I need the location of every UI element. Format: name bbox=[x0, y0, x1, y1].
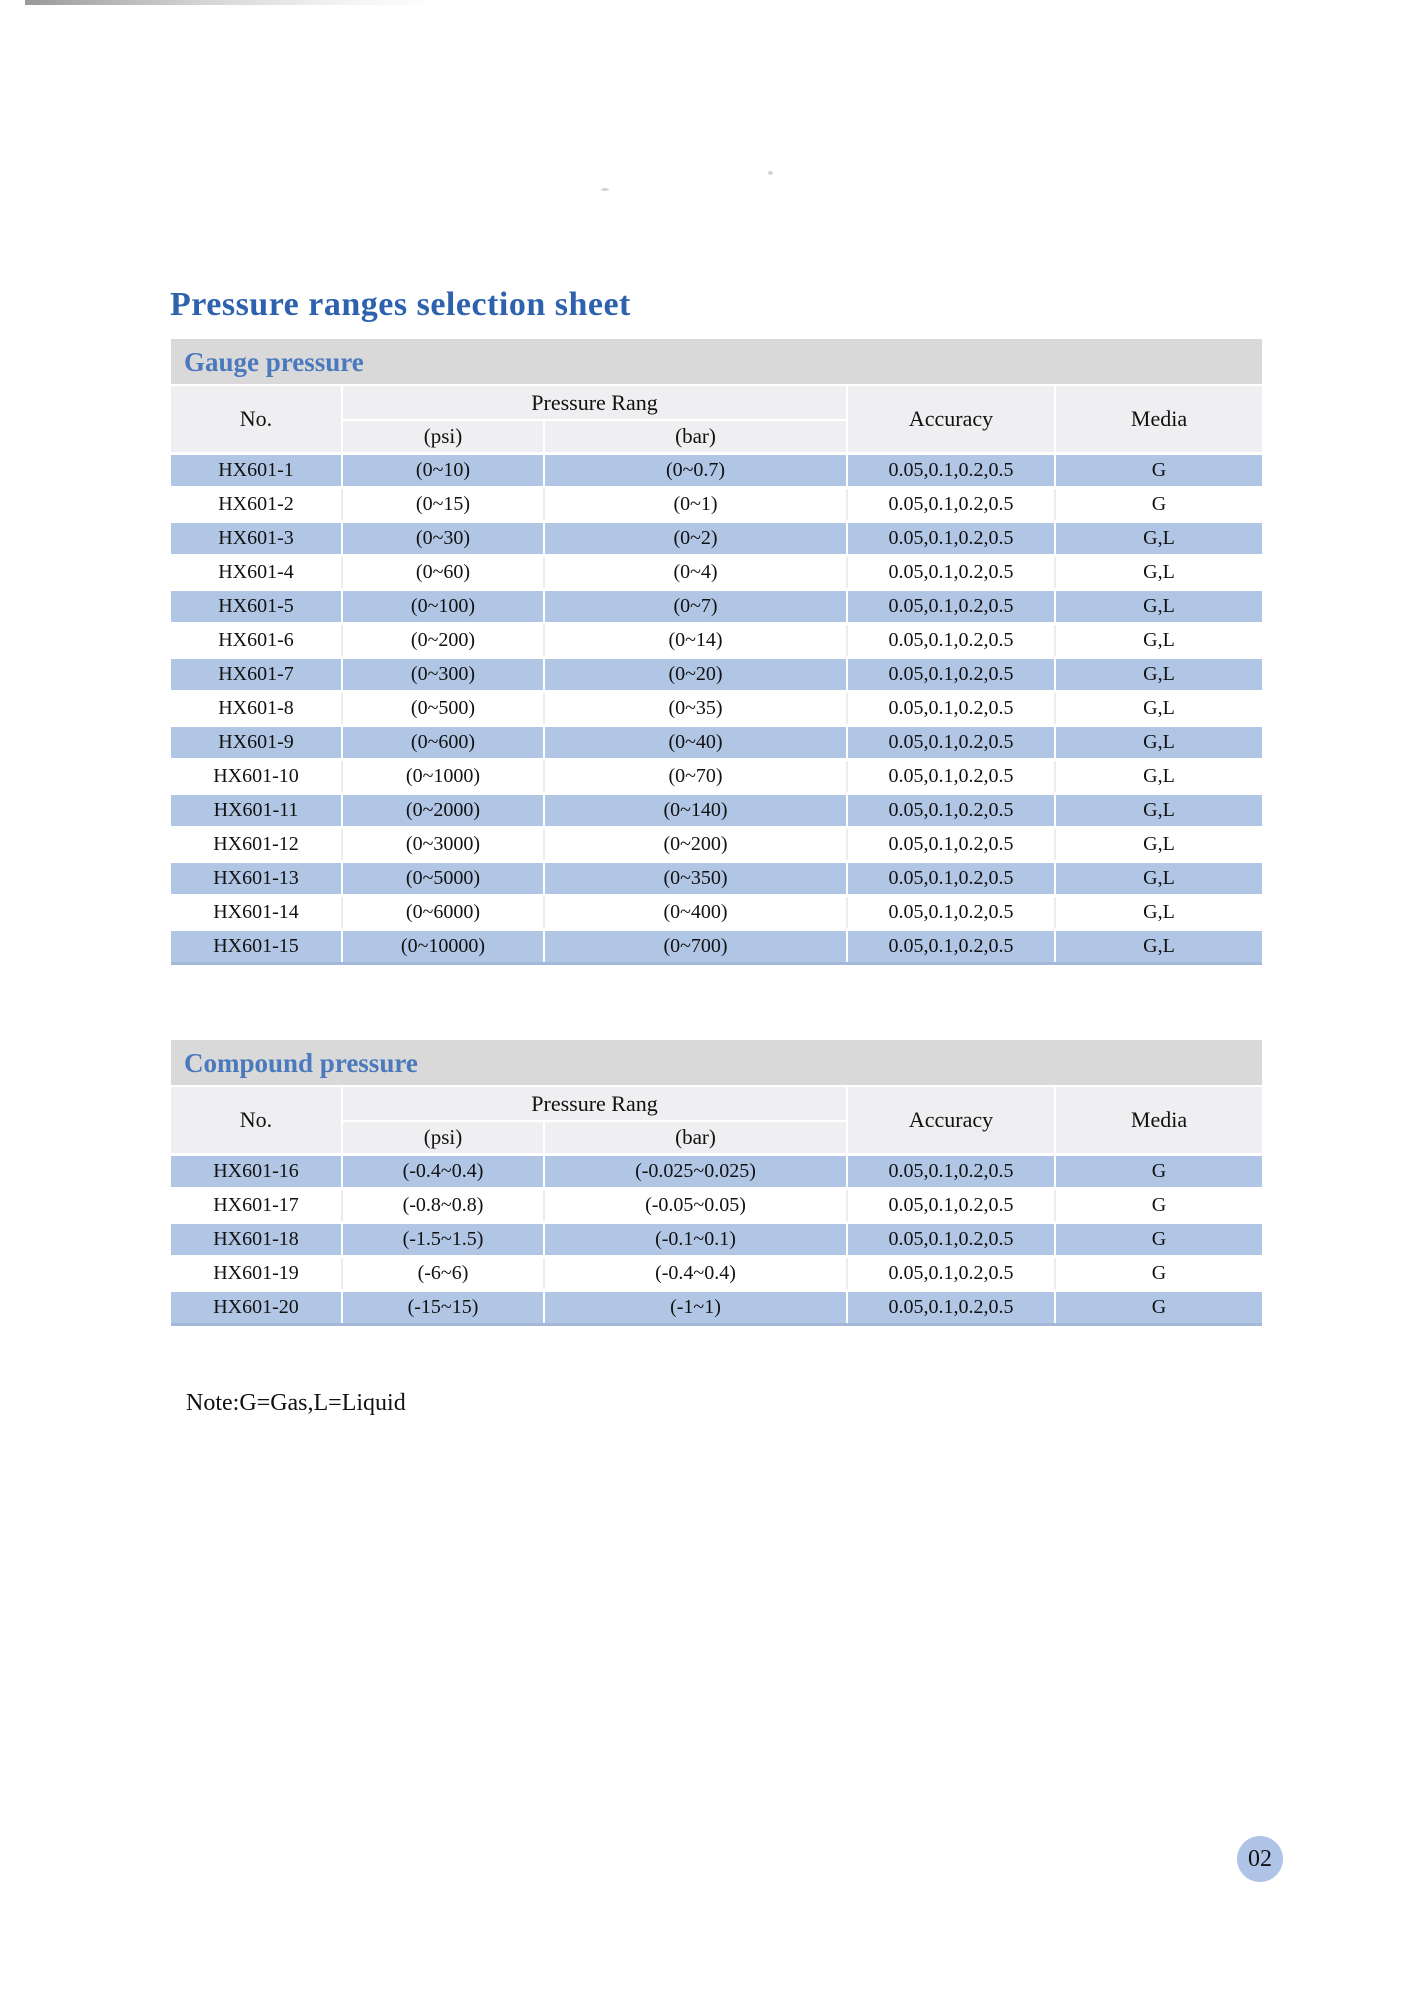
table-cell: 0.05,0.1,0.2,0.5 bbox=[847, 488, 1055, 522]
table-cell: (0~7) bbox=[544, 590, 847, 624]
table-cell: 0.05,0.1,0.2,0.5 bbox=[847, 1189, 1055, 1223]
table-cell: HX601-11 bbox=[171, 794, 342, 828]
table-row bbox=[171, 454, 1262, 488]
table-row bbox=[171, 692, 1262, 726]
table-cell: (0~30) bbox=[342, 522, 544, 556]
table-cell: 0.05,0.1,0.2,0.5 bbox=[847, 930, 1055, 964]
table-cell: (0~35) bbox=[544, 692, 847, 726]
table-cell: G bbox=[1055, 488, 1262, 522]
table-cell: (0~2) bbox=[544, 522, 847, 556]
compound-table-header bbox=[171, 1086, 1262, 1155]
column-header-no: No. bbox=[171, 385, 342, 454]
table-row bbox=[171, 726, 1262, 760]
table-row bbox=[171, 522, 1262, 556]
table-cell: G,L bbox=[1055, 658, 1262, 692]
table-cell: HX601-12 bbox=[171, 828, 342, 862]
table-cell: (-0.1~0.1) bbox=[544, 1223, 847, 1257]
table-cell: G bbox=[1055, 1189, 1262, 1223]
table-cell: G,L bbox=[1055, 556, 1262, 590]
column-header-accuracy: Accuracy bbox=[847, 385, 1055, 454]
table-cell: HX601-15 bbox=[171, 930, 342, 964]
table-cell: HX601-8 bbox=[171, 692, 342, 726]
table-cell: (0~15) bbox=[342, 488, 544, 522]
table-cell: (0~100) bbox=[342, 590, 544, 624]
column-header-media: Media bbox=[1055, 1086, 1262, 1155]
table-cell: 0.05,0.1,0.2,0.5 bbox=[847, 454, 1055, 488]
table-row bbox=[171, 760, 1262, 794]
table-cell: 0.05,0.1,0.2,0.5 bbox=[847, 896, 1055, 930]
table-cell: HX601-20 bbox=[171, 1291, 342, 1325]
table-cell: HX601-18 bbox=[171, 1223, 342, 1257]
table-cell: HX601-1 bbox=[171, 454, 342, 488]
table-cell: (0~3000) bbox=[342, 828, 544, 862]
table-cell: (-0.025~0.025) bbox=[544, 1155, 847, 1189]
table-cell: (0~6000) bbox=[342, 896, 544, 930]
compound-section-bar bbox=[171, 1040, 1262, 1085]
table-cell: HX601-17 bbox=[171, 1189, 342, 1223]
table-cell: (0~0.7) bbox=[544, 454, 847, 488]
table-cell: HX601-9 bbox=[171, 726, 342, 760]
table-cell: (-0.05~0.05) bbox=[544, 1189, 847, 1223]
gauge-section-title: Gauge pressure bbox=[184, 347, 364, 377]
table-cell: 0.05,0.1,0.2,0.5 bbox=[847, 624, 1055, 658]
table-cell: (0~200) bbox=[544, 828, 847, 862]
table-cell: HX601-2 bbox=[171, 488, 342, 522]
table-row bbox=[171, 930, 1262, 964]
column-header-pressure-rang: Pressure Rang bbox=[342, 385, 847, 420]
table-cell: (0~70) bbox=[544, 760, 847, 794]
table-cell: 0.05,0.1,0.2,0.5 bbox=[847, 828, 1055, 862]
column-header-media: Media bbox=[1055, 385, 1262, 454]
compound-section-title: Compound pressure bbox=[184, 1048, 418, 1078]
table-cell: 0.05,0.1,0.2,0.5 bbox=[847, 658, 1055, 692]
table-cell: 0.05,0.1,0.2,0.5 bbox=[847, 1257, 1055, 1291]
column-header-bar: (bar) bbox=[544, 1121, 847, 1155]
table-cell: (0~60) bbox=[342, 556, 544, 590]
table-cell: HX601-7 bbox=[171, 658, 342, 692]
note-text: Note:G=Gas,L=Liquid bbox=[186, 1390, 406, 1416]
table-cell: (0~300) bbox=[342, 658, 544, 692]
gauge-table-body bbox=[171, 454, 1262, 964]
table-row bbox=[171, 1257, 1262, 1291]
table-cell: G,L bbox=[1055, 862, 1262, 896]
column-header-no: No. bbox=[171, 1086, 342, 1155]
table-cell: HX601-16 bbox=[171, 1155, 342, 1189]
compound-pressure-table bbox=[171, 1085, 1262, 1326]
scan-artifact bbox=[601, 188, 609, 191]
table-cell: HX601-14 bbox=[171, 896, 342, 930]
table-cell: (-0.8~0.8) bbox=[342, 1189, 544, 1223]
table-row bbox=[171, 862, 1262, 896]
table-cell: (0~140) bbox=[544, 794, 847, 828]
gauge-pressure-table bbox=[171, 384, 1262, 965]
table-cell: G,L bbox=[1055, 930, 1262, 964]
table-row bbox=[171, 488, 1262, 522]
gauge-section-bar bbox=[171, 339, 1262, 384]
table-cell: G bbox=[1055, 1257, 1262, 1291]
column-header-pressure-rang: Pressure Rang bbox=[342, 1086, 847, 1121]
table-cell: G,L bbox=[1055, 896, 1262, 930]
table-cell: G,L bbox=[1055, 590, 1262, 624]
table-row bbox=[171, 1155, 1262, 1189]
table-cell: G,L bbox=[1055, 760, 1262, 794]
column-header-psi: (psi) bbox=[342, 1121, 544, 1155]
page-number-badge: 02 bbox=[1237, 1836, 1283, 1882]
scan-artifact bbox=[25, 0, 440, 5]
table-cell: 0.05,0.1,0.2,0.5 bbox=[847, 760, 1055, 794]
scan-artifact bbox=[768, 171, 773, 175]
table-row bbox=[171, 590, 1262, 624]
table-cell: (0~10) bbox=[342, 454, 544, 488]
gauge-table-header bbox=[171, 385, 1262, 454]
table-cell: HX601-3 bbox=[171, 522, 342, 556]
table-cell: G,L bbox=[1055, 522, 1262, 556]
table-row bbox=[171, 556, 1262, 590]
table-row bbox=[171, 1291, 1262, 1325]
column-header-bar: (bar) bbox=[544, 420, 847, 454]
table-cell: 0.05,0.1,0.2,0.5 bbox=[847, 1223, 1055, 1257]
table-cell: G,L bbox=[1055, 624, 1262, 658]
table-cell: (0~40) bbox=[544, 726, 847, 760]
table-cell: (0~20) bbox=[544, 658, 847, 692]
page-title: Pressure ranges selection sheet bbox=[170, 286, 631, 323]
table-cell: 0.05,0.1,0.2,0.5 bbox=[847, 522, 1055, 556]
table-cell: (-1~1) bbox=[544, 1291, 847, 1325]
table-cell: 0.05,0.1,0.2,0.5 bbox=[847, 590, 1055, 624]
table-cell: (-6~6) bbox=[342, 1257, 544, 1291]
table-cell: (-0.4~0.4) bbox=[342, 1155, 544, 1189]
table-cell: (0~700) bbox=[544, 930, 847, 964]
table-cell: (0~1000) bbox=[342, 760, 544, 794]
table-row bbox=[171, 828, 1262, 862]
table-cell: HX601-19 bbox=[171, 1257, 342, 1291]
table-cell: (0~5000) bbox=[342, 862, 544, 896]
table-cell: HX601-6 bbox=[171, 624, 342, 658]
table-cell: 0.05,0.1,0.2,0.5 bbox=[847, 1291, 1055, 1325]
table-cell: (-1.5~1.5) bbox=[342, 1223, 544, 1257]
table-row bbox=[171, 1189, 1262, 1223]
table-cell: G bbox=[1055, 1291, 1262, 1325]
table-cell: G bbox=[1055, 454, 1262, 488]
table-row bbox=[171, 1223, 1262, 1257]
table-cell: 0.05,0.1,0.2,0.5 bbox=[847, 726, 1055, 760]
table-cell: G,L bbox=[1055, 692, 1262, 726]
table-cell: (0~10000) bbox=[342, 930, 544, 964]
table-cell: (-0.4~0.4) bbox=[544, 1257, 847, 1291]
table-cell: G,L bbox=[1055, 726, 1262, 760]
table-cell: 0.05,0.1,0.2,0.5 bbox=[847, 862, 1055, 896]
table-cell: HX601-13 bbox=[171, 862, 342, 896]
table-cell: HX601-5 bbox=[171, 590, 342, 624]
table-cell: G,L bbox=[1055, 794, 1262, 828]
table-row bbox=[171, 624, 1262, 658]
table-row bbox=[171, 896, 1262, 930]
table-cell: 0.05,0.1,0.2,0.5 bbox=[847, 794, 1055, 828]
table-cell: 0.05,0.1,0.2,0.5 bbox=[847, 1155, 1055, 1189]
table-cell: (0~500) bbox=[342, 692, 544, 726]
table-cell: (0~14) bbox=[544, 624, 847, 658]
table-cell: (0~200) bbox=[342, 624, 544, 658]
table-cell: HX601-4 bbox=[171, 556, 342, 590]
table-cell: G,L bbox=[1055, 828, 1262, 862]
table-cell: G bbox=[1055, 1223, 1262, 1257]
column-header-accuracy: Accuracy bbox=[847, 1086, 1055, 1155]
table-cell: (0~400) bbox=[544, 896, 847, 930]
table-cell: (0~1) bbox=[544, 488, 847, 522]
table-cell: 0.05,0.1,0.2,0.5 bbox=[847, 692, 1055, 726]
table-row bbox=[171, 794, 1262, 828]
compound-table-body bbox=[171, 1155, 1262, 1325]
table-cell: HX601-10 bbox=[171, 760, 342, 794]
table-cell: (0~350) bbox=[544, 862, 847, 896]
table-cell: (0~600) bbox=[342, 726, 544, 760]
table-cell: (0~4) bbox=[544, 556, 847, 590]
table-cell: (-15~15) bbox=[342, 1291, 544, 1325]
table-cell: 0.05,0.1,0.2,0.5 bbox=[847, 556, 1055, 590]
table-cell: G bbox=[1055, 1155, 1262, 1189]
table-row bbox=[171, 658, 1262, 692]
column-header-psi: (psi) bbox=[342, 420, 544, 454]
table-cell: (0~2000) bbox=[342, 794, 544, 828]
